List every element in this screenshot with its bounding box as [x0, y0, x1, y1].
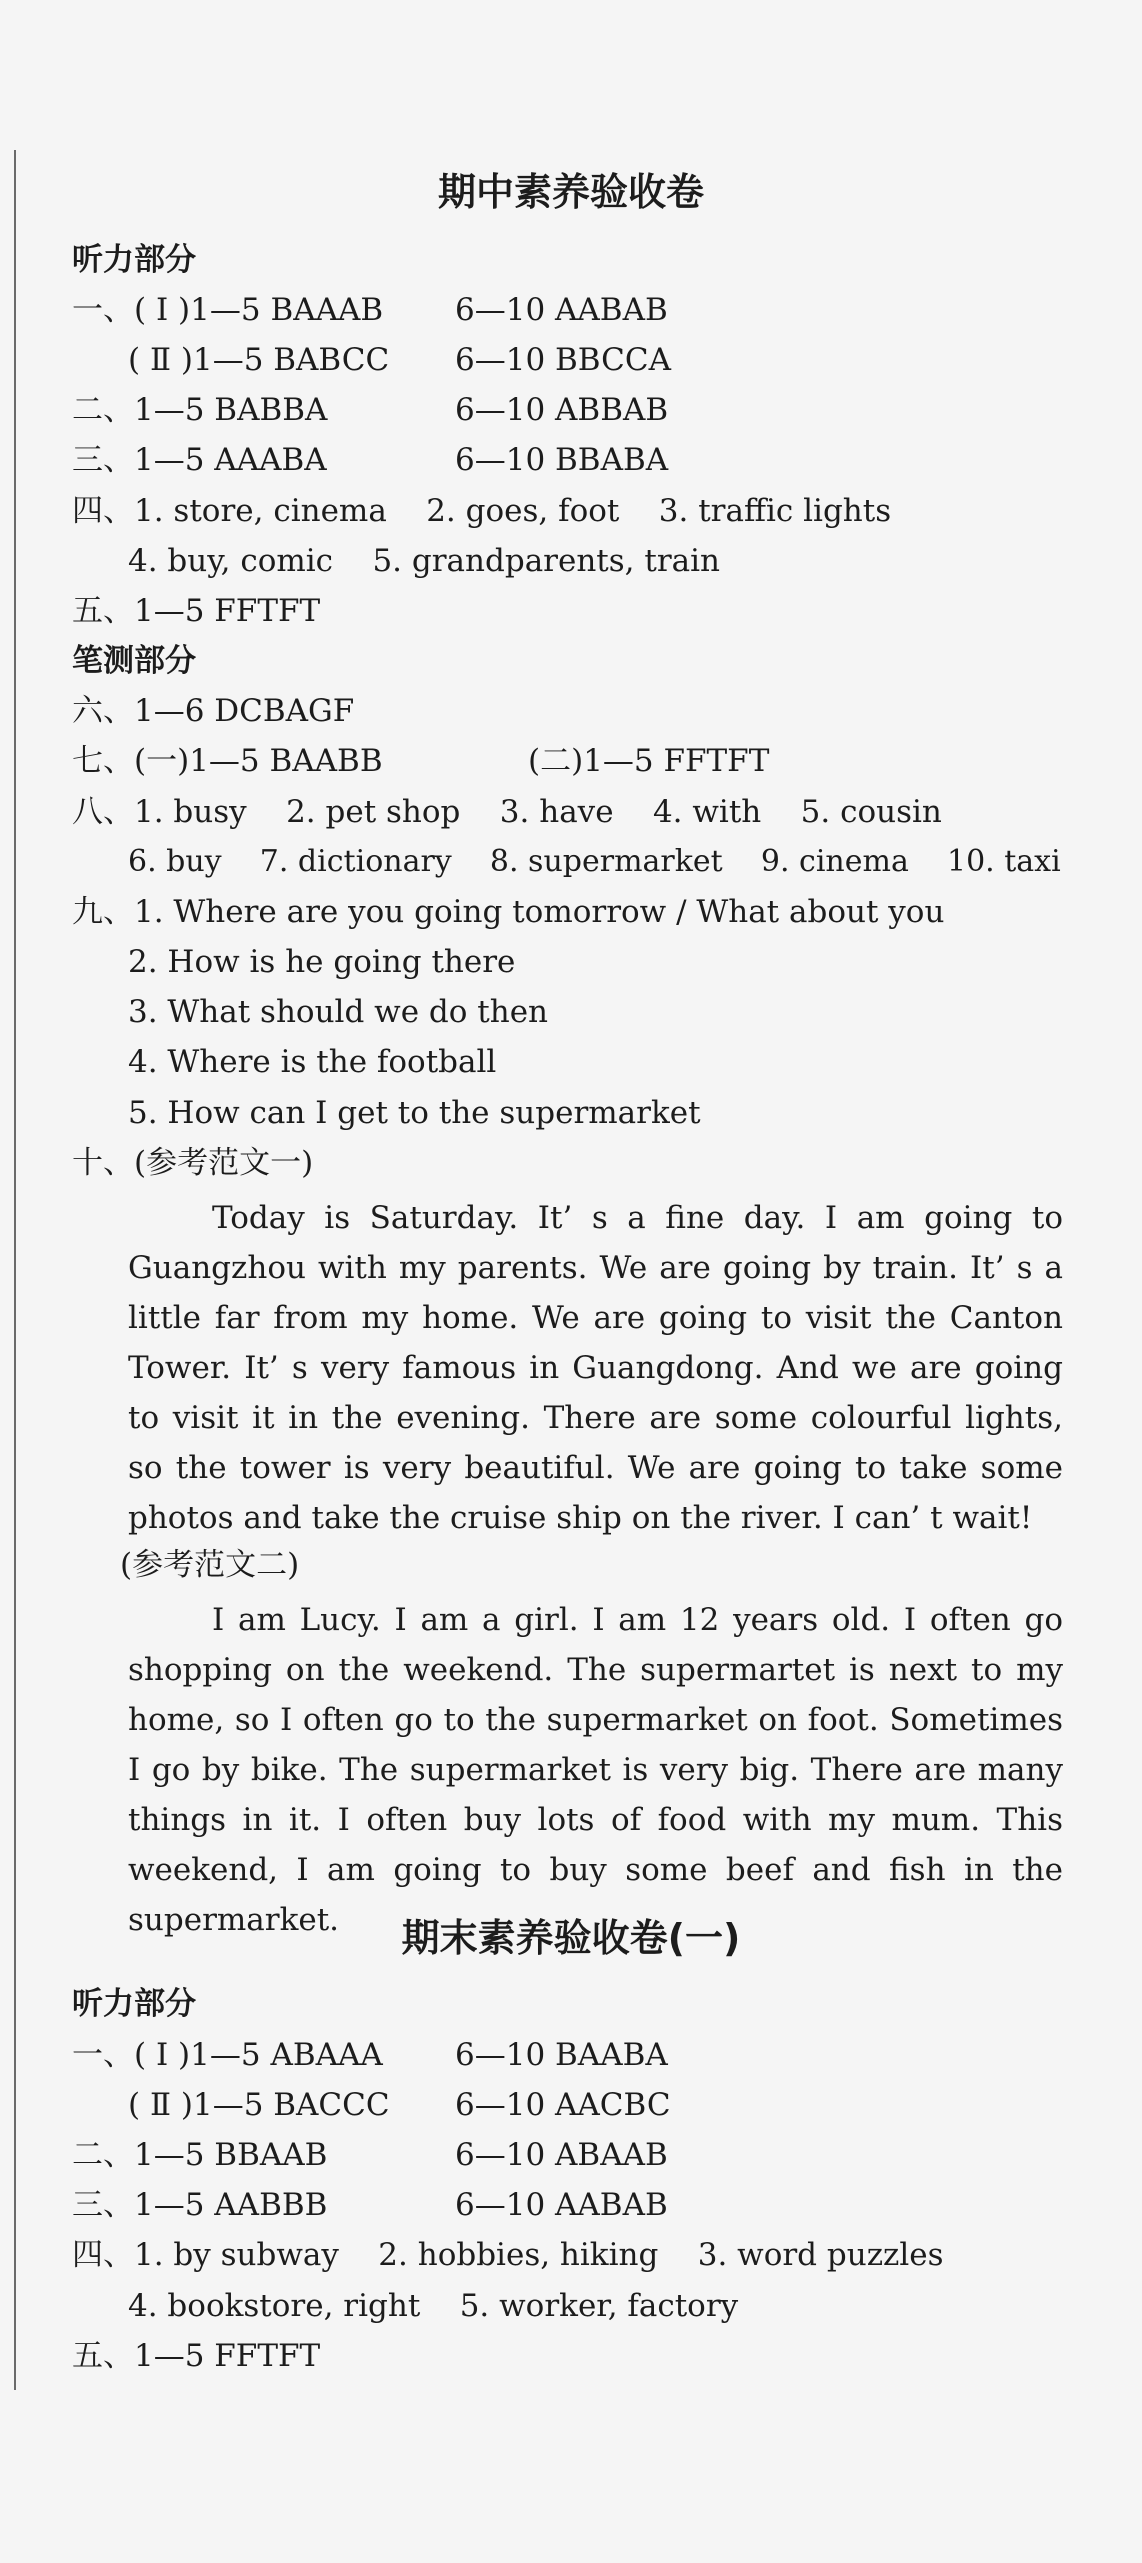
final1-q1b-left: ( Ⅱ )1—5 BACCC: [128, 2087, 390, 2123]
final1-listening-heading: 听力部分: [72, 1986, 196, 2022]
midterm-q8-line1: 八、1. busy 2. pet shop 3. have 4. with 5. cousin: [72, 794, 942, 830]
midterm-q9-3: 3. What should we do then: [128, 994, 548, 1030]
midterm-q7-left: 七、(一)1—5 BAABB: [72, 743, 383, 779]
midterm-q9-5: 5. How can I get to the supermarket: [128, 1095, 701, 1131]
midterm-q10-label1: 十、(参考范文一): [72, 1145, 314, 1181]
midterm-q7-right: (二)1—5 FFTFT: [528, 743, 770, 779]
midterm-q10-label2: (参考范文二): [120, 1547, 300, 1583]
final1-q4-line2: 4. bookstore, right 5. worker, factory: [128, 2288, 739, 2324]
final1-q5: 五、1—5 FFTFT: [72, 2338, 321, 2374]
midterm-q8-line2: 6. buy 7. dictionary 8. supermarket 9. cinema 10. taxi: [128, 844, 1061, 879]
midterm-q4-line1: 四、1. store, cinema 2. goes, foot 3. traffic lights: [72, 493, 892, 529]
midterm-q3-left: 三、1—5 AAABA: [72, 442, 327, 478]
midterm-essay2: I am Lucy. I am a girl. I am 12 years old. I often go shopping on the weekend. The supermartet is next to my home, so I often go to the supermarket on foot. Sometimes I go by bike. The supermarket is very big. There are many things in it. I often buy lots of food with my mum. This weekend, I am going to buy some beef and fish in the supermarket.: [128, 1602, 1063, 1938]
midterm-title: 期中素养验收卷: [437, 170, 704, 214]
final1-q3-right: 6—10 AABAB: [455, 2187, 668, 2223]
midterm-q9-4: 4. Where is the football: [128, 1044, 497, 1080]
final1-q2-right: 6—10 ABAAB: [455, 2137, 668, 2173]
final1-q1b-right: 6—10 AACBC: [455, 2087, 671, 2123]
midterm-q4-line2: 4. buy, comic 5. grandparents, train: [128, 543, 721, 579]
midterm-q2-left: 二、1—5 BABBA: [72, 392, 328, 428]
final1-title: 期末素养验收卷(一): [401, 1916, 741, 1960]
midterm-q1b-right: 6—10 BBCCA: [455, 342, 671, 378]
midterm-essay1: Today is Saturday. It’ s a fine day. I am going to Guangzhou with my parents. We are going by train. It’ s a little far from my home. We are going to visit the Canton Tower. It’ s very famous in Guangdong. And we are going to visit it in the evening. There are some colourful lights, so the tower is very beautiful. We are going to take some photos and take the cruise ship on the river. I can’ t wait!: [128, 1200, 1063, 1536]
midterm-q2-right: 6—10 ABBAB: [455, 392, 669, 428]
midterm-q5: 五、1—5 FFTFT: [72, 593, 321, 629]
margin-rule: [14, 150, 16, 2390]
midterm-q6: 六、1—6 DCBAGF: [72, 693, 355, 729]
midterm-listening-heading: 听力部分: [72, 242, 196, 278]
midterm-q9-2: 2. How is he going there: [128, 944, 516, 980]
final1-q4-line1: 四、1. by subway 2. hobbies, hiking 3. word puzzles: [72, 2237, 944, 2273]
final1-q3-left: 三、1—5 AABBB: [72, 2187, 328, 2223]
final1-q1a-left: 一、( Ⅰ )1—5 ABAAA: [72, 2037, 383, 2073]
midterm-q1a-right: 6—10 AABAB: [455, 292, 668, 328]
final1-q1a-right: 6—10 BAABA: [455, 2037, 668, 2073]
final1-q2-left: 二、1—5 BBAAB: [72, 2137, 328, 2173]
midterm-q3-right: 6—10 BBABA: [455, 442, 669, 478]
midterm-written-heading: 笔测部分: [72, 643, 196, 679]
midterm-q1b-left: ( Ⅱ )1—5 BABCC: [128, 342, 390, 378]
midterm-q9-1: 九、1. Where are you going tomorrow / What about you: [72, 894, 945, 930]
midterm-q1a-left: 一、( Ⅰ )1—5 BAAAB: [72, 292, 384, 328]
